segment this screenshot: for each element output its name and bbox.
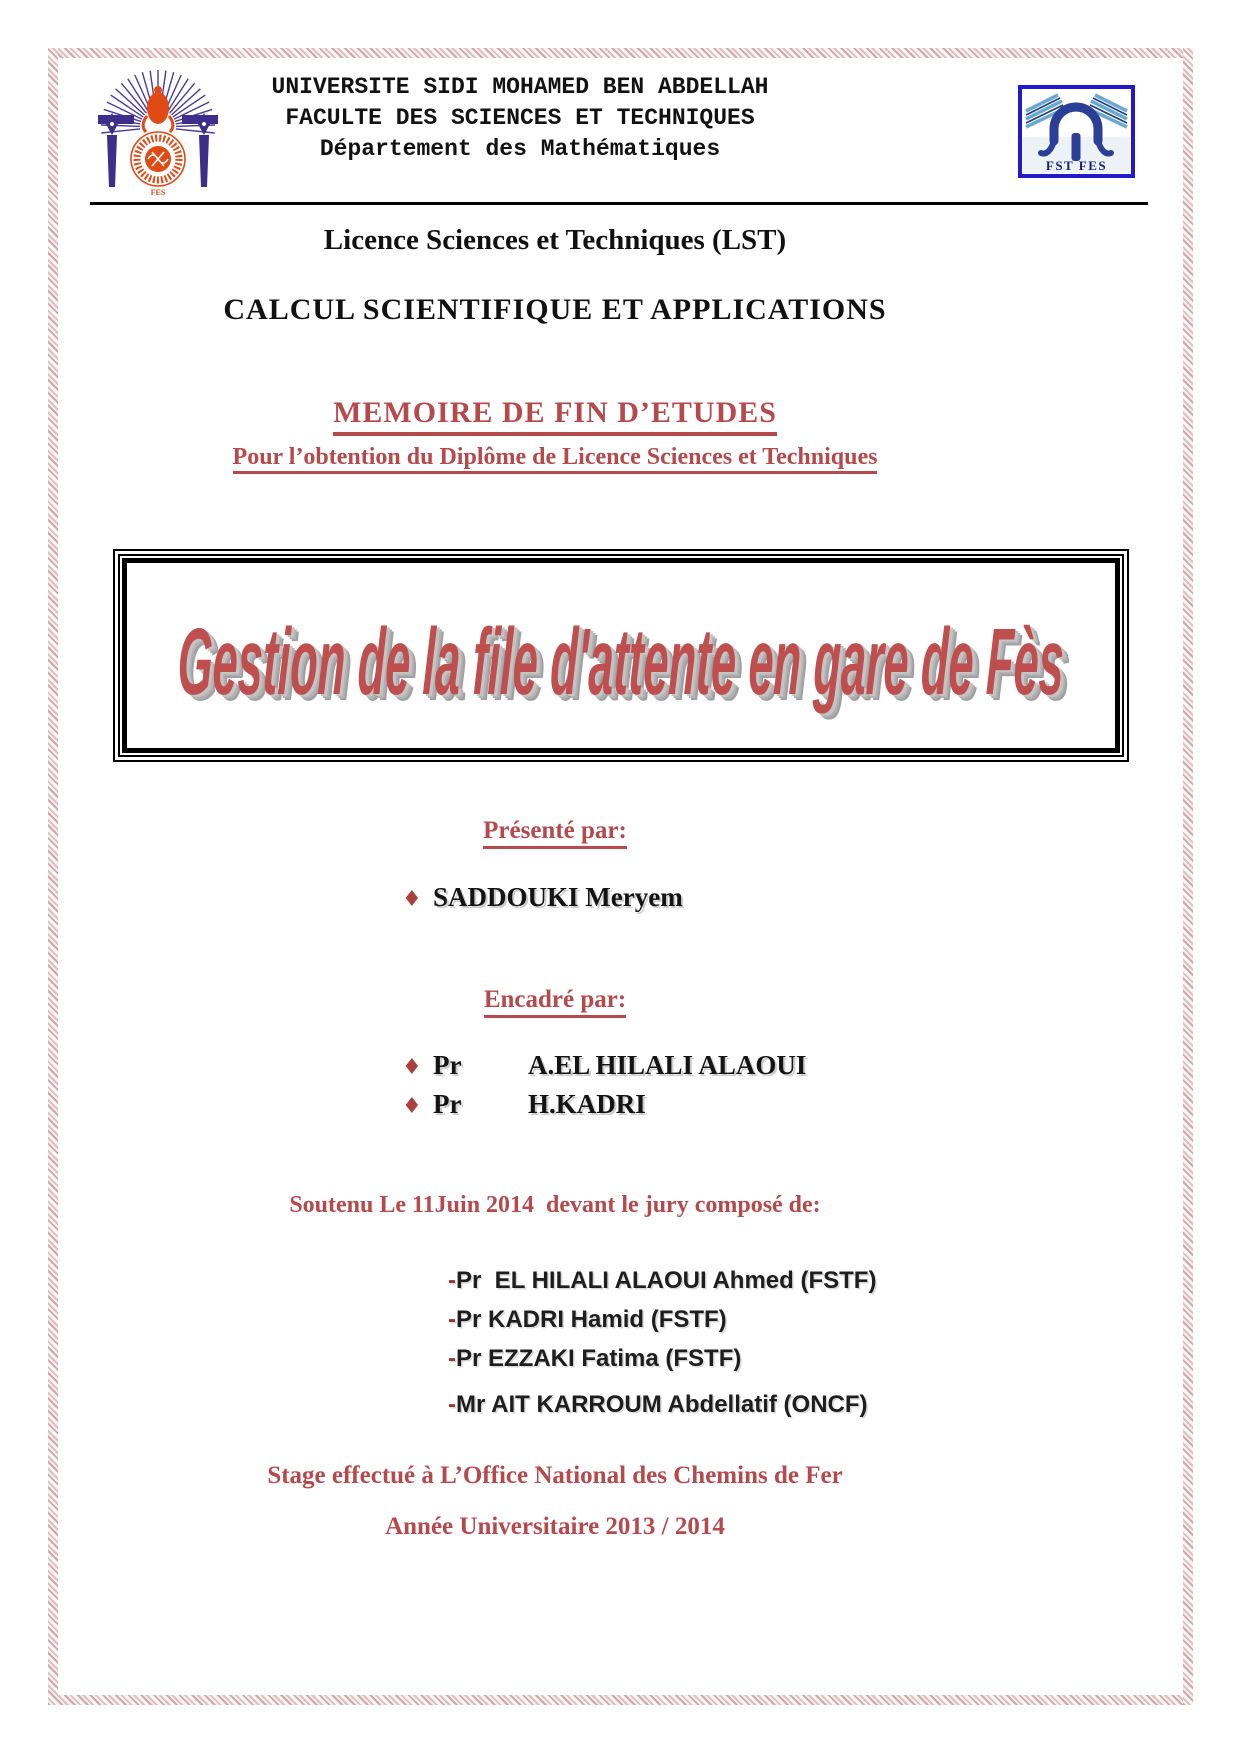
- jury-member-text: Pr EZZAKI Fatima (FSTF): [456, 1345, 742, 1372]
- memoir-subtitle: [0, 444, 1110, 471]
- author-row: [402, 882, 683, 913]
- emblem-torch-left: [107, 135, 117, 187]
- emblem-nib-dot-left: [110, 122, 114, 126]
- jury-member: [448, 1261, 876, 1300]
- jury-list: [448, 1261, 876, 1424]
- jury-dash: -: [448, 1391, 456, 1418]
- university-emblem-logo: [98, 64, 218, 198]
- academic-year: Année Universitaire 2013 / 2014: [385, 1513, 725, 1540]
- decorative-border-bottom: [48, 1695, 1193, 1705]
- jury-member-text: Pr EL HILALI ALAOUI Ahmed (FSTF): [456, 1267, 877, 1294]
- jury-member-text: Pr KADRI Hamid (FSTF): [456, 1306, 727, 1333]
- memoir-subtitle-text: Pour l’obtention du Diplôme de Licence Sciences et Techniques: [233, 444, 878, 474]
- decorative-border-right: [1183, 48, 1193, 1705]
- project-title-box-inner-border: [122, 558, 1120, 753]
- emblem-nib-dot-right: [202, 122, 206, 126]
- jury-member: [448, 1339, 876, 1378]
- emblem-fes-label: FES: [150, 188, 166, 197]
- fst-fes-caption: FST FES: [1045, 158, 1108, 173]
- specialty-title: CALCUL SCIENTIFIQUE ET APPLICATIONS: [223, 293, 887, 326]
- header-divider: [90, 202, 1148, 205]
- supervisor-title: Pr: [433, 1089, 462, 1119]
- memoir-title-text: MEMOIRE DE FIN D’ETUDES: [333, 396, 777, 436]
- faculty-name: FACULTE DES SCIENCES ET TECHNIQUES: [285, 105, 755, 131]
- fst-logo-stem: [1072, 133, 1081, 161]
- supervisor-name: A.EL HILALI ALAOUI: [528, 1050, 807, 1080]
- jury-member: [448, 1300, 876, 1339]
- supervisor-title: Pr: [433, 1050, 462, 1080]
- presented-by-heading-text: Présenté par:: [483, 817, 627, 849]
- emblem-torch-right: [199, 135, 209, 187]
- jury-dash: -: [448, 1345, 456, 1372]
- defense-intro: Soutenu Le 11Juin 2014 devant le jury composé de:: [289, 1192, 821, 1218]
- emblem-flame-tip: [154, 86, 162, 94]
- project-title-box: [113, 549, 1129, 762]
- program-title: Licence Sciences et Techniques (LST): [323, 224, 787, 256]
- fst-fes-logo: [1018, 85, 1135, 178]
- project-title: Gestion de la file d'attente en gare de Fès: [176, 607, 1066, 715]
- diamond-bullet-icon: ♦: [402, 1094, 422, 1119]
- supervisor-name: H.KADRI: [528, 1089, 646, 1119]
- emblem-flame: [147, 92, 169, 124]
- project-title-box-middle-border: [118, 554, 1124, 757]
- diamond-bullet-icon: ♦: [402, 887, 422, 912]
- department-name: Département des Mathématiques: [319, 136, 721, 162]
- jury-dash: -: [448, 1267, 456, 1294]
- supervisor-row: [402, 1089, 646, 1120]
- presented-by-heading: [0, 817, 1110, 845]
- university-header: [235, 72, 805, 165]
- jury-member: [448, 1385, 876, 1424]
- supervisor-row: [402, 1050, 806, 1081]
- memoir-title: [0, 396, 1110, 430]
- decorative-border-top: [48, 48, 1193, 58]
- author-name: SADDOUKI Meryem: [433, 882, 683, 912]
- internship-note: Stage effectué à L’Office National des Chemins de Fer: [267, 1462, 843, 1489]
- jury-dash: -: [448, 1306, 456, 1333]
- diamond-bullet-icon: ♦: [402, 1055, 422, 1080]
- university-name: UNIVERSITE SIDI MOHAMED BEN ABDELLAH: [271, 74, 769, 100]
- supervised-by-heading-text: Encadré par:: [484, 986, 626, 1018]
- jury-member-text: Mr AIT KARROUM Abdellatif (ONCF): [456, 1391, 868, 1418]
- supervised-by-heading: [0, 986, 1110, 1014]
